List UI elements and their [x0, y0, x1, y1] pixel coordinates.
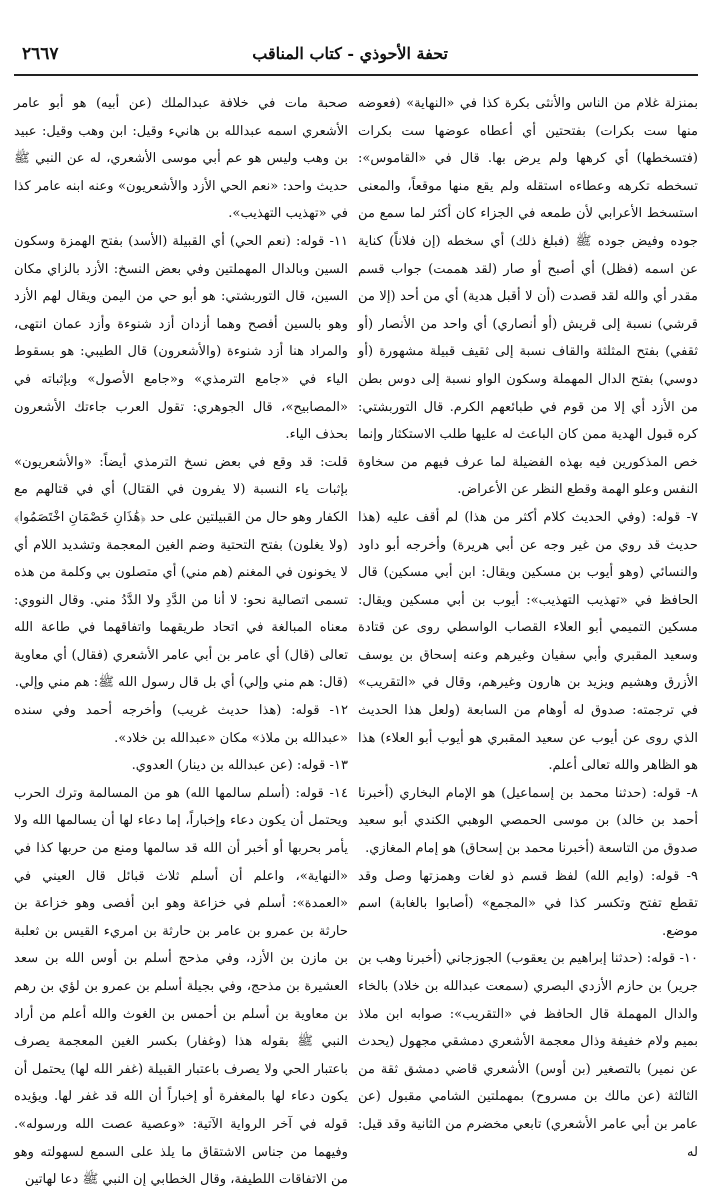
paragraph: قلت: قد وقع في بعض نسخ الترمذي أيضاً: «والأشعريون» بإثبات ياء النسبة (لا يفرون في القتال) أي في قتالهم مع الكفار وهو حال من القبيلتين على حد ﴿هَٰذَانِ خَصْمَانِ اخْتَصَمُوا﴾ (ولا يغلون) بفتح التحتية وضم الغين المعجمة وتشديد اللام أي لا يخونون في المغنم (هم مني) أي متصلون بي وكلمة من هذه تسمى اتصالية نحو: لا أنا من الدَّدِ ولا الدَّدُ مني. وقال النووي: معناه المبالغة في اتحاد طريقهما واتفاقهما في طاعة الله تعالى (قال) أي عامر بن أبي عامر الأشعري (فقال) أي معاوية (قال: هم مني وإلي) أي بل قال رسول الله ﷺ: هم مني وإلي. [14, 454, 348, 691]
left-column [14, 90, 348, 1188]
paragraph: ١٤- قوله: (أسلم سالمها الله) هو من المسالمة وترك الحرب ويحتمل أن يكون دعاء وإخباراً، إما دعاء لها أن يسالمها الله ولا يأمر بحربها أو أخبر أن الله قد سالمها ومنع من حربها كذا في «النهاية»، واعلم أن أسلم ثلاث قبائل قال العيني في «العمدة»: أسلم في خزاعة وهو ابن أفصى وهو خزاعة بن حارثة بن عمرو بن عامر بن حارثة بن امريء القيس بن ثعلبة بن مازن بن الأزد، وفي مذحج أسلم بن أوس الله بن سعد العشيرة بن مذحج، وفي بجيلة أسلم بن عمرو بن لؤي بن رهم بن معاوية بن أسلم بن أحمس بن الغوث والله أعلم من أراد النبي ﷺ بقوله هذا (وغفار) بكسر الغين المعجمة يصرف باعتبار الحي ولا يصرف باعتبار القبيلة (غفر الله لها) يحتمل أن يكون دعاء لها بالمغفرة أو إخباراً أن الله قد غفر لها. ويؤيده قوله في آخر الرواية الآتية: «وعصية عصت الله ورسوله». وفيهما من جناس الاشتقاق ما يلذ على السمع لسهولته وهو من الاتفاقات اللطيفة، وقال الخطابي إن النبي ﷺ دعا لهاتين [14, 785, 348, 1188]
right-column [358, 90, 698, 1160]
header-rule [14, 74, 698, 76]
page-header [14, 38, 698, 72]
paragraph: ٨- قوله: (حدثنا محمد بن إسماعيل) هو الإمام البخاري (أخبرنا أحمد بن خالد) بن موسى الحمصي الوهبي الكندي أبو سعيد صدوق من التاسعة (أخبرنا محمد بن إسحاق) هو إمام المغازي. [358, 785, 698, 857]
paragraph: ٩- قوله: (وايم الله) لفظ قسم ذو لغات وهمزتها وصل وقد تقطع تفتح وتكسر كذا في «المجمع» (أصابوا بالغابة) اسم موضع. [358, 868, 698, 939]
paragraph: ١٢- قوله: (هذا حديث غريب) وأخرجه أحمد وفي سنده «عبدالله بن ملاذ» مكان «عبدالله بن خلاد». [14, 703, 348, 746]
paragraph: ١٣- قوله: (عن عبدالله بن دينار) العدوي. [131, 758, 348, 774]
running-title: تحفة الأحوذي - كتاب المناقب [252, 44, 448, 63]
paragraph: بمنزلة غلام من الناس والأنثى بكرة كذا في «النهاية» (فعوضه منها ست بكرات) بفتحتين أي أعطاه عوضها ست بكرات (فتسخطها) أي كرهها ولم يرض بها. قال في «القاموس»: تسخطه تكرهه وعطاءه استقله ولم يقع منها موقعاً، والمعنى استسخط الأعرابي لأن طمعه في الجزاء كان أكثر لما سمع من جوده وفيض جوده ﷺ (فبلغ ذلك) أي سخطه (إن فلاناً) كناية عن اسمه (فظل) أي أصبح أو صار (لقد هممت) جواب قسم مقدر أي والله لقد قصدت (أن لا أقبل هدية) أي من أحد (إلا من قرشي) نسبة إلى قريش (أو أنصاري) أي واحد من الأنصار (أو ثقفي) بفتح المثلثة والقاف نسبة إلى ثقيف قبيلة مشهورة (أو دوسي) بفتح الدال المهملة وسكون الواو نسبة إلى دوس بطن من الأزد أي إلا من قوم في طبائعهم الكرم. قال التوربشتي: كره قبول الهدية ممن كان الباعث له عليها طلب الاستكثار وإنما خص المذكورين فيه بهذه الفضيلة لما عرف فيهم من سخاوة النفس وعلو الهمة وقطع النظر عن الأعراض. [358, 96, 698, 498]
paragraph: ٧- قوله: (وفي الحديث كلام أكثر من هذا) لم أقف عليه (هذا حديث قد روي من غير وجه عن أبي هريرة) وأخرجه أبو داود والنسائي (وهو أيوب بن مسكين ويقال: ابن أبي مسكين) قال الحافظ في «تهذيب التهذيب»: أيوب بن أبي مسكين ويقال: مسكين التميمي أبو العلاء القصاب الواسطي روى عن قتادة وسعيد المقبري وأبي سفيان وغيرهم وعنه إسحاق بن يوسف الأزرق وهشيم ويزيد بن هارون وغيرهم، وقال في «التقريب» في ترجمته: صدوق له أوهام من السابعة (ولعل هذا الحديث الذي روى عن أيوب عن سعيد المقبري هو أيوب أبو العلاء) هذا هو الظاهر والله تعالى أعلم. [358, 509, 698, 774]
paragraph: ١٠- قوله: (حدثنا إبراهيم بن يعقوب) الجوزجاني (أخبرنا وهب بن جرير) بن حازم الأزدي البصري (سمعت عبدالله بن خلاد) بالخاء والدال المهملة قال الحافظ في «التقريب»: صوابه ابن ملاذ بميم ولام خفيفة وذال معجمة الأشعري دمشقي مجهول (يحدث عن نمير) بالتصغير (بن أوس) الأشعري قاضي دمشق ثقة من الثالثة (عن مالك بن مسروح) بمهملتين الشامي مقبول (عن عامر بن أبي عامر الأشعري) تابعي مخضرم من الثانية وقد قيل: له [358, 951, 698, 1160]
paragraph: صحبة مات في خلافة عبدالملك (عن أبيه) هو أبو عامر الأشعري اسمه عبدالله بن هانيء وقيل: ابن وهب وقيل: عبيد بن وهب وليس هو عم أبي موسى الأشعري، له عن النبي ﷺ حديث واحد: «نعم الحي الأزد والأشعريون» وعنه ابنه عامر كذا في «تهذيب التهذيب». [14, 96, 348, 222]
paragraph: ١١- قوله: (نعم الحي) أي القبيلة (الأسد) بفتح الهمزة وسكون السين وبالدال المهملتين وفي بعض النسخ: الأزد بالزاي مكان السين، قال التوربشتي: هو أبو حي من اليمن ويقال لهم الأزد وهو بالسين أفصح وهما أزدان أزد شنوءة وأزد عمان انتهى، والمراد هنا أزد شنوءة (والأشعرون) قال الطيبي: هو بسقوط الياء في «جامع الترمذي» و«جامع الأصول» وبإثباته في «المصابيح»، قال الجوهري: تقول العرب جاءتك الأشعرون بحذف الياء. [14, 233, 348, 443]
page-number: ٢٦٦٧ [22, 44, 59, 64]
